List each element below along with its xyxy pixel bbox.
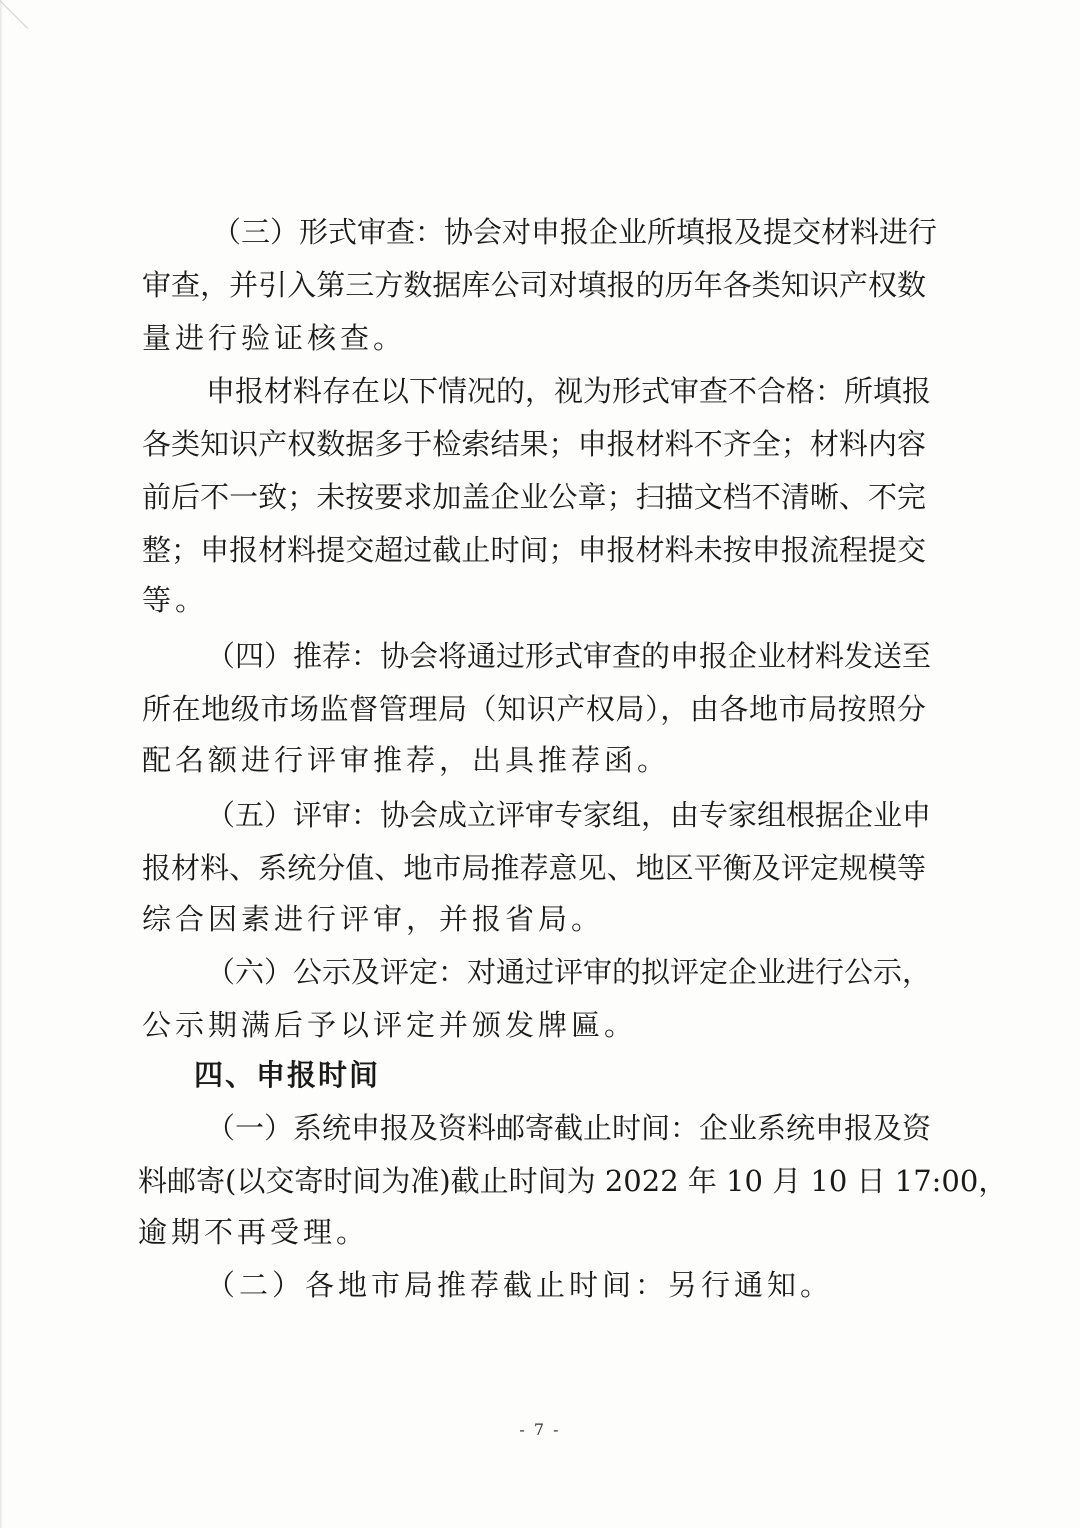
paragraph-line: （三）形式审查：协会对申报企业所填报及提交材料进行 [212,215,938,249]
paragraph-line: 料邮寄(以交寄时间为准)截止时间为 2022 年 10 月 10 日 17:00， [138,1164,1008,1198]
paragraph-line: （四）推荐：协会将通过形式审查的申报企业材料发送至 [206,639,932,673]
paragraph-line: （五）评审：协会成立评审专家组，由专家组根据企业申 [206,798,932,832]
paragraph-line: （六）公示及评定：对通过评审的拟评定企业进行公示， [206,955,932,989]
page-number: - 7 - [519,1420,561,1439]
scan-corner-mark [0,0,28,57]
section-heading: 四、申报时间 [194,1058,381,1092]
paragraph-line: 前后不一致；未按要求加盖企业公章；扫描文档不清晰、不完 [142,480,926,514]
paragraph-line: 整；申报材料提交超过截止时间；申报材料未按申报流程提交 [142,533,926,567]
paragraph-line: 量进行验证核查。 [142,321,407,355]
paragraph-line: 综合因素进行评审，并报省局。 [142,902,605,936]
scan-edge-shadow [0,0,3,1528]
paragraph-line: 所在地级市场监督管理局（知识产权局），由各地市局按照分 [142,692,926,726]
paragraph-line: 各类知识产权数据多于检索结果；申报材料不齐全；材料内容 [142,427,926,461]
paragraph-line: 申报材料存在以下情况的，视为形式审查不合格：所填报 [206,374,932,408]
paragraph-line: （一）系统申报及资料邮寄截止时间：企业系统申报及资 [206,1111,932,1145]
paragraph-line: 逾期不再受理。 [138,1215,370,1249]
paragraph-line: （二）各地市局推荐截止时间：另行通知。 [206,1268,834,1302]
paragraph-line: 审查，并引入第三方数据库公司对填报的历年各类知识产权数 [142,268,926,302]
paragraph-line: 公示期满后予以评定并颁发牌匾。 [142,1008,638,1042]
paragraph-line: 报材料、系统分值、地市局推荐意见、地区平衡及评定规模等 [142,851,926,885]
paragraph-line: 等。 [142,583,209,617]
paragraph-line: 配名额进行评审推荐，出具推荐函。 [142,743,671,777]
